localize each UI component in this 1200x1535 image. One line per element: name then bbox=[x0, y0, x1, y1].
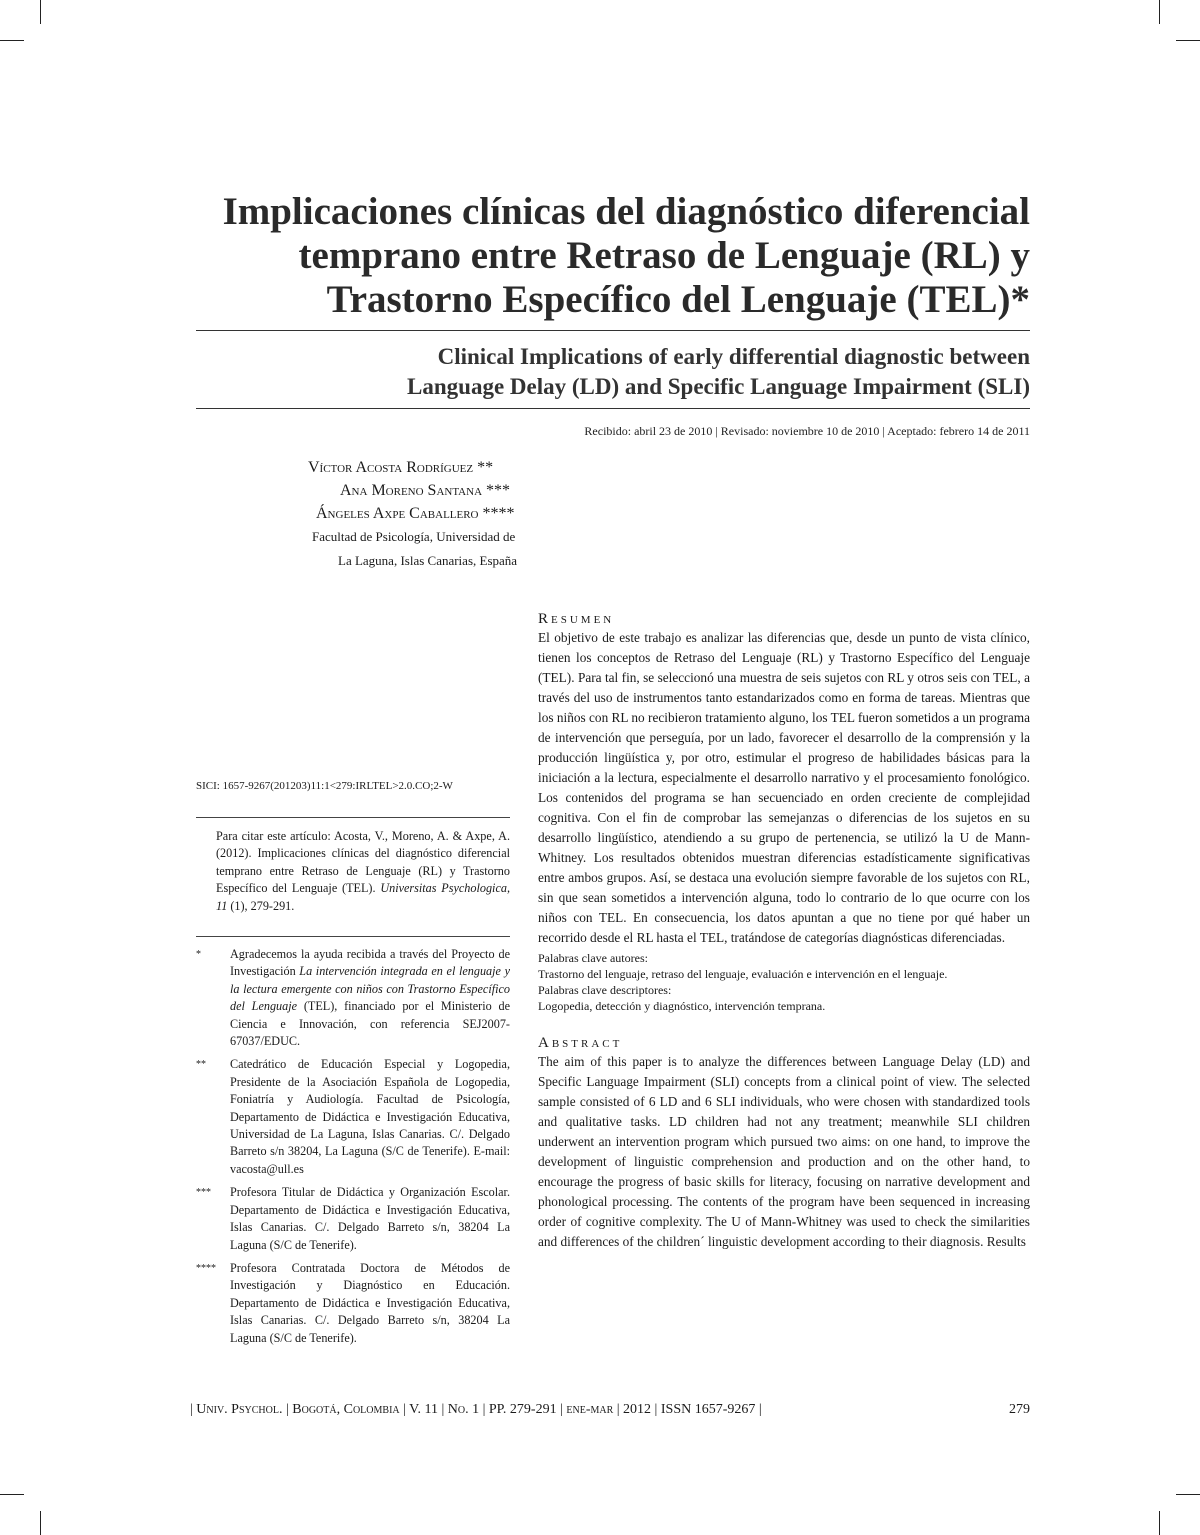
crop-mark bbox=[1176, 1494, 1200, 1495]
subtitle-rule bbox=[196, 408, 1030, 409]
abstract-text: The aim of this paper is to analyze the differences between Language Delay (LD) and Specific Language Impairment (SLI) concepts from a clinical point of view. The selected sample consisted of 6 LD and 6 SLI individuals, who were chosen with standardized tools and qualitative tasks. LD children had not any treatment; meanwhile SLI children underwent an intervention program which pursued two aims: on one hand, to improve the development of linguistic comprehension and production and on the other hand, to encourage the progress of basic skills for literacy, focusing on narrative development and phonological processing. The contents of the program have been sequenced in increasing order of cognitive complexity. The U of Mann-Whitney was used to check the similarities and differences of the children´ linguistic development according to their diagnosis. Results bbox=[538, 1054, 1030, 1249]
subtitle-line: Clinical Implications of early differential diagnostic between bbox=[437, 344, 1030, 369]
footnote bbox=[196, 946, 510, 1050]
citation-pages: (1), 279-291. bbox=[227, 898, 295, 913]
crop-mark bbox=[1159, 0, 1160, 24]
crop-mark bbox=[40, 0, 41, 24]
abstract-heading: Abstract bbox=[538, 1035, 623, 1051]
keywords-descriptors-label: Palabras clave descriptores: bbox=[538, 983, 672, 997]
citation-journal: Universitas Psychologica, 11 bbox=[216, 881, 510, 913]
keywords-authors-label: Palabras clave autores: bbox=[538, 951, 648, 965]
journal-info: | Univ. Psychol. | Bogotá, Colombia | V. 11 | No. 1 | PP. 279-291 | ene-mar | 2012 | ISSN 1657-9267 | bbox=[190, 1402, 762, 1417]
footnote-text: Profesora Titular de Didáctica y Organización Escolar. Departamento de Didáctica e Investigación Educativa, Islas Canarias. C/. Delgado Barreto s/n, 38204 La Laguna (S/C de Tenerife). bbox=[230, 1185, 510, 1252]
subtitle-line: Language Delay (LD) and Specific Language Impairment (SLI) bbox=[407, 374, 1030, 399]
footnote bbox=[196, 1260, 510, 1347]
footnote bbox=[196, 1184, 510, 1254]
resumen-text: El objetivo de este trabajo es analizar las diferencias que, desde un punto de vista clínico, tienen los conceptos de Retraso del Lenguaje (RL) y Trastorno Específico del Lenguaje (TEL). Para tal fin, se seleccionó una muestra de seis sujetos con RL y otros seis con TEL, a través del uso de instrumentos tanto estandarizados como en forma de tareas. Mientras que los niños con RL no recibieron tratamiento alguno, los TEL fueron sometidos a un programa de intervención que perseguía, por un lado, favorecer el desarrollo de la comprensión y la producción lingüística y, por otro, estimular el progreso de habilidades básicas para la iniciación a la lectura, especialmente el desarrollo narrativo y el procesamiento fonológico. Los contenidos del programa se han secuenciado en orden creciente de complejidad cognitiva. Con el fin de comprobar las semejanzas o diferencias de los sujetos en su desarrollo lingüístico, atendiendo a su grupo de pertenencia, se utilizó la U de Mann-Whitney. Los resultados obtenidos muestran diferencias estadísticamente significativas entre ambos grupos. Así, se destaca una evolución siempre favorable de los sujetos con RL, sin que sean sometidos a intervención alguna, todo lo contrario de lo que ocurre con los niños con TEL. En consecuencia, los datos apuntan a que no tiene por qué haber un recorrido desde el RL hasta el TEL, tratándose de categorías diagnósticas diferenciadas. bbox=[538, 630, 1030, 945]
article-subtitle bbox=[150, 342, 1030, 402]
crop-mark bbox=[0, 40, 24, 41]
crop-mark bbox=[40, 1511, 41, 1535]
footnote-text: Profesora Contratada Doctora de Métodos de Investigación y Diagnóstico en Educación. Departamento de Didáctica e Investigación Educativa, Islas Canarias. C/. Delgado Barreto s/n, 38204 La Laguna (S/C de Tenerife). bbox=[230, 1260, 510, 1345]
project-title: La intervención integrada en el lenguaje y la lectura emergente con niños con Trastorno Específico del Lenguaje bbox=[230, 964, 510, 1014]
page-footer bbox=[190, 1402, 1030, 1418]
affiliation-line: Facultad de Psicología, Universidad de bbox=[312, 529, 516, 544]
author-name: Ana Moreno Santana *** bbox=[340, 482, 511, 499]
title-line: Trastorno Específico del Lenguaje (TEL)* bbox=[326, 278, 1030, 321]
title-line: Implicaciones clínicas del diagnóstico diferencial bbox=[222, 190, 1030, 233]
crop-mark bbox=[1159, 1511, 1160, 1535]
citation-box bbox=[216, 828, 510, 915]
author-name: Ángeles Axpe Caballero **** bbox=[316, 505, 515, 522]
keywords-descriptors: Logopedia, detección y diagnóstico, intervención temprana. bbox=[538, 999, 826, 1013]
sici-code: SICI: 1657-9267(201203)11:1<279:IRLTEL>2.0.CO;2-W bbox=[196, 780, 453, 792]
page-number: 279 bbox=[1009, 1402, 1030, 1417]
footnote-mark: * bbox=[196, 949, 201, 960]
footnote bbox=[196, 1056, 510, 1178]
resumen-heading: Resumen bbox=[538, 611, 615, 627]
title-line: temprano entre Retraso de Lenguaje (RL) y bbox=[298, 234, 1030, 277]
submission-dates: Recibido: abril 23 de 2010 | Revisado: noviembre 10 de 2010 | Aceptado: febrero 14 de 2011 bbox=[584, 424, 1030, 438]
affiliation-line: La Laguna, Islas Canarias, España bbox=[338, 553, 518, 568]
crop-mark bbox=[1176, 40, 1200, 41]
footnote-mark: **** bbox=[196, 1262, 216, 1274]
footnote-text: Catedrático de Educación Especial y Logopedia, Presidente de la Asociación Española de Logopedia, Foniatría y Audiología. Facultad de Psicología, Departamento de Didáctica e Investigación Educativa, Universidad de La Laguna, Islas Canarias. C/. Delgado Barreto s/n 38204, La Laguna (S/C de Tenerife). E-mail: vacosta@ull.es bbox=[230, 1057, 510, 1176]
abstract-column bbox=[538, 610, 1030, 1252]
article-title bbox=[150, 190, 1030, 322]
author-block bbox=[300, 456, 600, 573]
author-name: Víctor Acosta Rodríguez ** bbox=[308, 459, 494, 476]
footnotes bbox=[196, 946, 510, 1353]
footnote-mark: *** bbox=[196, 1187, 211, 1199]
footnote-mark: ** bbox=[196, 1059, 206, 1071]
footnote-rule bbox=[196, 936, 510, 937]
citation-rule bbox=[196, 817, 510, 818]
title-rule bbox=[196, 330, 1030, 331]
citation-text: Para citar este artículo: Acosta, V., Moreno, A. & Axpe, A. (2012). Implicaciones clínicas del diagnóstico diferencial temprano entre Retraso de Lenguaje (RL) y Trastorno Específico del Lenguaje (TEL). bbox=[216, 829, 510, 896]
crop-mark bbox=[0, 1494, 24, 1495]
keywords-authors: Trastorno del lenguaje, retraso del lenguaje, evaluación e intervención en el lenguaje. bbox=[538, 967, 948, 981]
footnote-text: Agradecemos la ayuda recibida a través del Proyecto de Investigación La intervención integrada en el lenguaje y la lectura emergente con niños con Trastorno Específico del Lenguaje (TEL), financiado por el Ministerio de Ciencia e Innovación, con referencia SEJ2007-67037/EDUC. bbox=[230, 947, 510, 1049]
